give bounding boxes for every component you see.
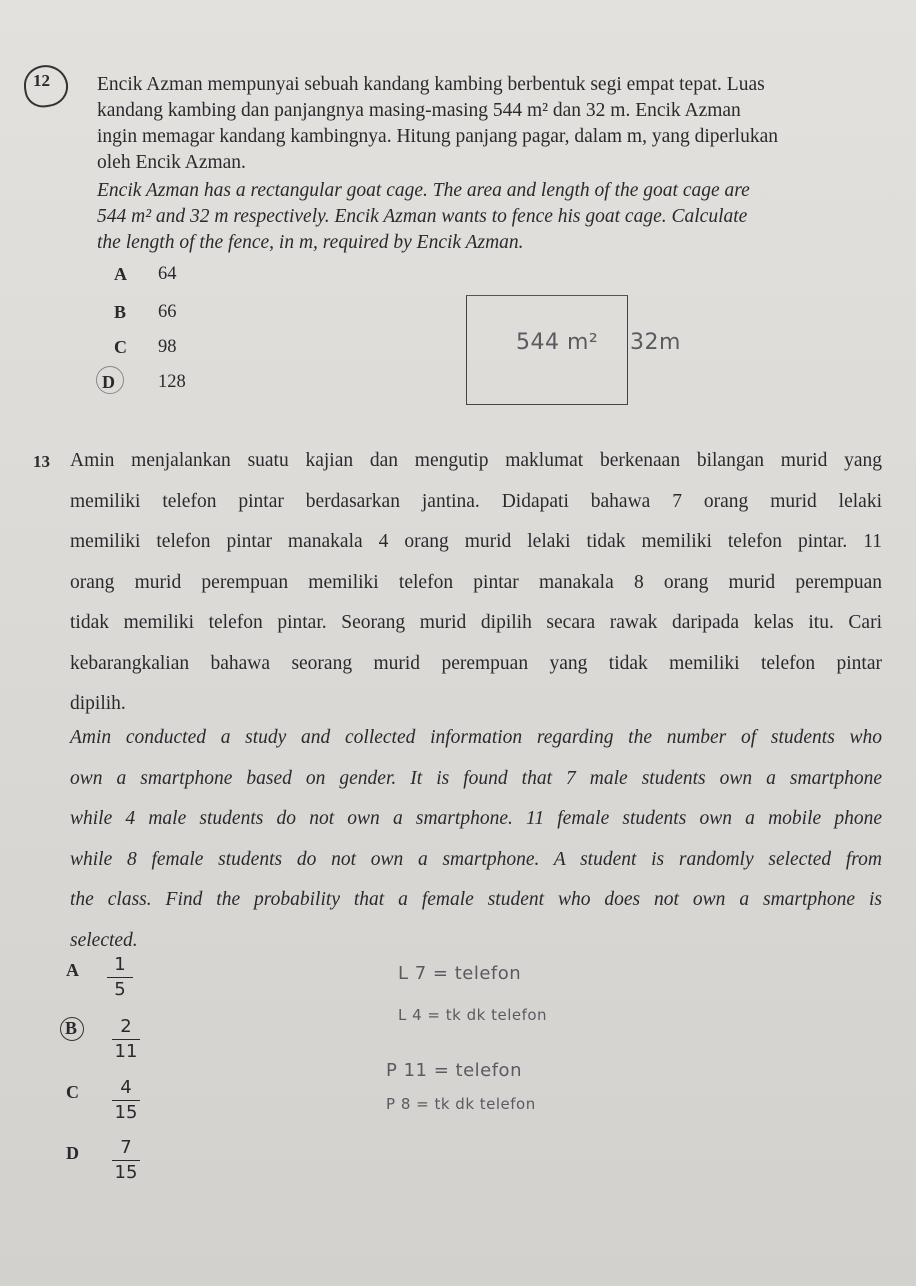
question-number-13: 13 bbox=[33, 452, 50, 471]
fraction-numerator: 1 bbox=[114, 954, 126, 975]
q12-malay-line: oleh Encik Azman. bbox=[97, 152, 246, 173]
q12-english-line: 544 m² and 32 m respectively. Encik Azman wants to fence his goat cage. Calculate bbox=[97, 206, 748, 227]
option-letter: C bbox=[66, 1082, 79, 1102]
q13-malay-line: memiliki telefon pintar berdasarkan jantina. Didapati bahawa 7 orang murid lelaki bbox=[70, 490, 882, 512]
option-fraction bbox=[112, 1077, 140, 1124]
option-value: 128 bbox=[158, 372, 186, 392]
q12-malay-line: kandang kambing dan panjangnya masing-masing 544 m² dan 32 m. Encik Azman bbox=[97, 100, 741, 121]
option-letter: C bbox=[114, 337, 127, 357]
fraction-numerator: 2 bbox=[120, 1016, 132, 1037]
handwritten-note: L 7 = telefon bbox=[398, 963, 522, 984]
option-letter: B bbox=[114, 302, 127, 322]
q13-english-line: while 4 male students do not own a smartphone. 11 female students own a mobile phone bbox=[70, 808, 882, 829]
question-number-12: 12 bbox=[33, 71, 50, 90]
fraction-denominator: 11 bbox=[114, 1041, 138, 1062]
q13-text-english bbox=[70, 727, 882, 970]
option-fraction bbox=[112, 1016, 140, 1063]
q12-malay-line: Encik Azman mempunyai sebuah kandang kambing berbentuk segi empat tepat. Luas bbox=[97, 74, 765, 95]
option-letter: D bbox=[66, 1143, 79, 1163]
fraction-numerator: 7 bbox=[120, 1137, 132, 1158]
option-value: 66 bbox=[158, 302, 177, 322]
sketch-area-label: 544 m² bbox=[516, 330, 599, 355]
q13-malay-line: orang murid perempuan memiliki telefon pintar manakala 8 orang murid perempuan bbox=[70, 571, 882, 593]
q12-text-english bbox=[97, 178, 887, 256]
fraction-denominator: 15 bbox=[114, 1162, 138, 1183]
q13-english-line: own a smartphone based on gender. It is found that 7 male students own a smartphone bbox=[70, 767, 882, 789]
fraction-denominator: 5 bbox=[114, 979, 126, 1000]
handwritten-note: P 8 = tk dk telefon bbox=[386, 1095, 536, 1113]
q13-text-malay bbox=[70, 450, 882, 734]
fraction-bar bbox=[112, 1100, 140, 1101]
sketch-side-label: 32m bbox=[630, 330, 681, 355]
q13-malay-line: dipilih. bbox=[70, 693, 126, 714]
fraction-bar bbox=[107, 977, 133, 978]
fraction-numerator: 4 bbox=[120, 1077, 132, 1098]
q13-malay-line: Amin menjalankan suatu kajian dan mengutip maklumat berkenaan bilangan murid yang bbox=[70, 450, 882, 471]
q12-text-malay bbox=[97, 72, 885, 176]
option-letter: D bbox=[102, 372, 115, 392]
option-fraction bbox=[112, 1137, 140, 1184]
q12-english-line: Encik Azman has a rectangular goat cage. The area and length of the goat cage are bbox=[97, 180, 750, 201]
q12-malay-line: ingin memagar kandang kambingnya. Hitung panjang pagar, dalam m, yang diperlukan bbox=[97, 126, 778, 147]
q13-malay-line: tidak memiliki telefon pintar. Seorang murid dipilih secara rawak daripada kelas itu. Cari bbox=[70, 612, 882, 633]
fraction-denominator: 15 bbox=[114, 1102, 138, 1123]
option-letter: A bbox=[66, 960, 79, 980]
fraction-bar bbox=[112, 1039, 140, 1040]
handwritten-note: P 11 = telefon bbox=[386, 1060, 522, 1081]
q13-english-line: selected. bbox=[70, 929, 138, 951]
q13-malay-line: memiliki telefon pintar manakala 4 orang murid lelaki tidak memiliki telefon pintar. 11 bbox=[70, 531, 882, 552]
option-letter: A bbox=[114, 264, 127, 284]
q13-malay-line: kebarangkalian bahawa seorang murid perempuan yang tidak memiliki telefon pintar bbox=[70, 652, 882, 674]
option-fraction bbox=[107, 954, 133, 1001]
fraction-bar bbox=[112, 1160, 140, 1161]
q13-english-line: Amin conducted a study and collected information regarding the number of students who bbox=[70, 727, 882, 748]
q12-english-line: the length of the fence, in m, required by Encik Azman. bbox=[97, 232, 524, 253]
q13-english-line: the class. Find the probability that a female student who does not own a smartphone is bbox=[70, 889, 882, 910]
option-value: 64 bbox=[158, 264, 177, 284]
option-value: 98 bbox=[158, 337, 177, 357]
handwritten-note: L 4 = tk dk telefon bbox=[398, 1006, 548, 1024]
q13-english-line: while 8 female students do not own a smartphone. A student is randomly selected from bbox=[70, 848, 882, 870]
option-letter: B bbox=[65, 1018, 78, 1038]
